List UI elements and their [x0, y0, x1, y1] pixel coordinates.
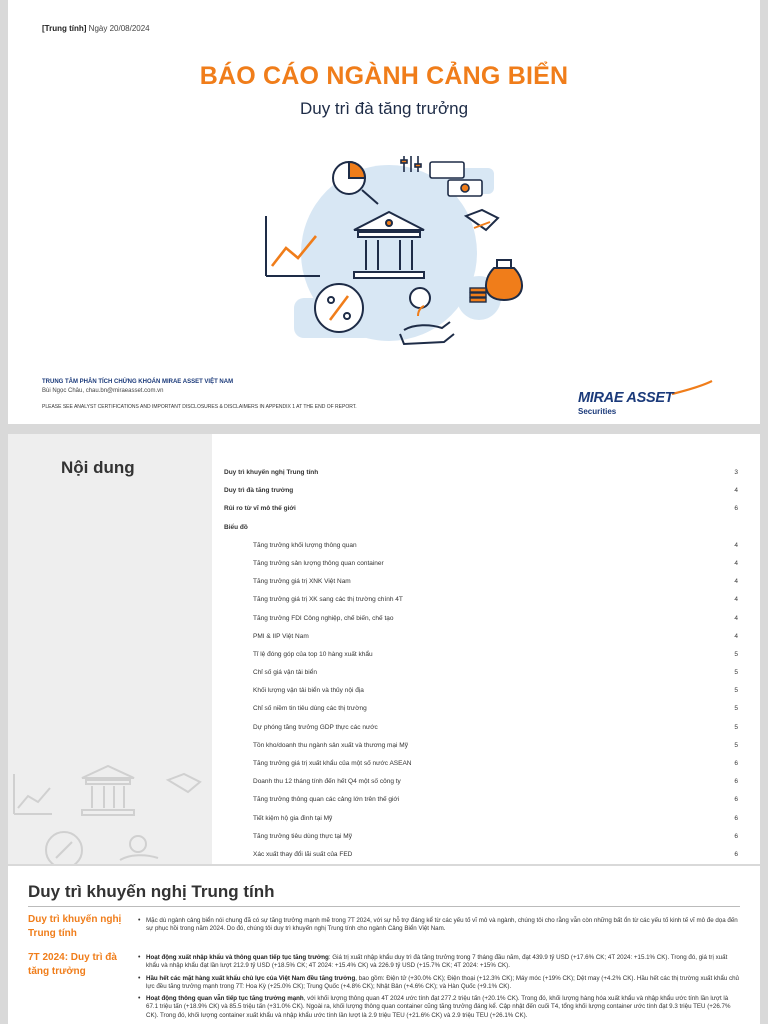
- toc-item-page: 4: [734, 487, 738, 495]
- toc-item[interactable]: [224, 793, 738, 811]
- toc-item-title: Duy trì đà tăng trưởng: [224, 487, 294, 495]
- toc-item[interactable]: [224, 557, 738, 575]
- finance-illustration: [254, 148, 524, 358]
- toc-item[interactable]: [224, 812, 738, 830]
- toc-item[interactable]: [224, 757, 738, 775]
- toc-item-title: Biểu đồ: [224, 523, 248, 531]
- toc-page: [8, 434, 760, 864]
- toc-item[interactable]: [224, 521, 738, 539]
- money-bag-icon: [486, 260, 522, 300]
- toc-item[interactable]: [224, 612, 738, 630]
- toc-item[interactable]: [224, 575, 738, 593]
- toc-item-title: Doanh thu 12 tháng tính đến hết Q4 một số công ty: [253, 778, 401, 786]
- toc-item-page: 6: [734, 778, 738, 786]
- toc-item-title: Tăng trưởng khối lượng thông quan: [253, 541, 357, 549]
- report-meta: [42, 24, 150, 33]
- bullet-recommendation: [146, 917, 740, 934]
- toc-item-title: PMI & IIP Việt Nam: [253, 632, 309, 640]
- sidebar-label-growth: 7T 2024: Duy trì đà tăng trưởng: [28, 952, 117, 977]
- rating-tag: [Trung tính]: [42, 24, 87, 33]
- toc-item-title: Tăng trưởng giá trị xuất khẩu của một số nước ASEAN: [253, 760, 412, 767]
- toc-item-page: 4: [734, 541, 738, 549]
- toc-item[interactable]: [224, 666, 738, 684]
- toc-item-page: 5: [734, 741, 738, 749]
- toc-item[interactable]: [224, 648, 738, 666]
- toc-item[interactable]: [224, 466, 738, 484]
- toc-item-page: 4: [734, 578, 738, 586]
- toc-item-title: Tăng trưởng tiêu dùng thực tại Mỹ: [253, 832, 352, 840]
- toc-item-title: Xác xuất thay đổi lãi suất của FED: [253, 850, 353, 858]
- section-divider: [28, 906, 740, 907]
- toc-item-page: 4: [734, 614, 738, 622]
- toc-item-page: 3: [734, 469, 738, 476]
- toc-item[interactable]: [224, 593, 738, 611]
- toc-item-page: 5: [734, 723, 738, 731]
- toc-item-page: 5: [734, 669, 738, 677]
- toc-item[interactable]: [224, 702, 738, 720]
- bullet-text: Mặc dù ngành cảng biển nói chung đã có sự tăng trưởng mạnh mẽ trong 7T 2024, với sự hỗ trợ đáng kể từ các yếu tố vĩ mô và ngành, chúng tôi cho rằng vẫn còn những bất ổn từ các yếu tố kinh tế vĩ mô đe dọa đến sự phục hồi trong năm 2024. Do đó, chúng tôi duy trì khuyến nghị Trung tính cho ngành Cảng Biển Việt Nam.: [146, 917, 738, 933]
- toc-item-title: Khối lượng vận tải biển và thủy nội địa: [253, 687, 364, 695]
- bullet-export-items: [146, 975, 740, 992]
- toc-item[interactable]: [224, 739, 738, 757]
- toc-list: [224, 466, 738, 864]
- bullet-trade-activity: [146, 954, 740, 971]
- research-center: TRUNG TÂM PHÂN TÍCH CHỨNG KHOÁN MIRAE ASSET VIỆT NAM: [42, 379, 234, 385]
- toc-item-page: 4: [734, 559, 738, 567]
- toc-item-title: Dự phóng tăng trưởng GDP thực các nước: [253, 723, 378, 731]
- toc-item-page: 6: [734, 760, 738, 767]
- toc-item-page: 4: [734, 596, 738, 604]
- report-title: BÁO CÁO NGÀNH CẢNG BIỂN: [199, 62, 569, 90]
- toc-item[interactable]: [224, 484, 738, 502]
- logo-swoosh-icon: [670, 380, 714, 396]
- toc-item-page: 5: [734, 650, 738, 658]
- bullet-bold-lead: Hoạt động xuất nhập khẩu và thông quan tiếp tục tăng trưởng: [146, 954, 329, 961]
- analyst-contact: Bùi Ngọc Châu, chau.bn@miraeasset.com.vn: [42, 388, 164, 394]
- report-date: Ngày 20/08/2024: [88, 24, 150, 33]
- toc-item-title: Tồn kho/doanh thu ngành sản xuất và thương mại Mỹ: [253, 741, 408, 749]
- toc-item-title: Duy trì khuyến nghị Trung tính: [224, 469, 319, 476]
- toc-item[interactable]: [224, 775, 738, 793]
- percent-icon: [315, 284, 363, 332]
- toc-item-page: 5: [734, 705, 738, 713]
- logo-brand: MIRAE ASSET: [578, 390, 674, 406]
- bullet-clearance: [146, 995, 740, 1020]
- report-subtitle: Duy trì đà tăng trưởng: [299, 99, 469, 118]
- section-heading: Duy trì khuyến nghị Trung tính: [28, 882, 275, 901]
- logo-sub: Securities: [578, 407, 617, 416]
- toc-item-title: Tiết kiệm hộ gia đình tại Mỹ: [253, 814, 333, 822]
- cover-page: [8, 0, 760, 424]
- bullet-text: : Giá trị xuất nhập khẩu duy trì đà tăng trưởng trong 7 tháng đầu năm, đạt 439.9 tỷ USD (+17.6% CK; 4T 2024: +15.1% CK). Trong đó, giá trị xuất khẩu và nhập khẩu đạt lần lượt 212.9 tỷ USD (+18.5% CK; 4T 2024: +15.4% CK) và 226.9 tỷ USD (+15.7% CK; 4T 2024: +15% CK).: [146, 954, 728, 970]
- toc-item[interactable]: [224, 721, 738, 739]
- toc-heading: Nội dung: [61, 458, 135, 477]
- toc-item[interactable]: [224, 684, 738, 702]
- toc-item-page: 6: [734, 796, 738, 804]
- toc-item[interactable]: [224, 848, 738, 864]
- bullet-bold-lead: Hoạt động thông quan vẫn tiếp tục tăng trưởng mạnh: [146, 995, 304, 1002]
- toc-item-title: Tăng trưởng sản lượng thông quan container: [253, 559, 384, 567]
- coin-stack-icon: [470, 288, 486, 302]
- toc-sidebar: [8, 434, 212, 864]
- toc-item-title: Rủi ro từ vĩ mô thế giới: [224, 505, 296, 513]
- toc-item-page: 6: [734, 850, 738, 858]
- toc-item-title: Tăng trưởng thông quan các cảng lớn trên thế giới: [253, 796, 400, 804]
- equalizer-icon: [401, 156, 421, 172]
- bullet-bold-lead: Hầu hết các mặt hàng xuất khẩu chủ lực của Việt Nam đều tăng trưởng: [146, 975, 356, 982]
- toc-item[interactable]: [224, 630, 738, 648]
- toc-item-page: 5: [734, 687, 738, 695]
- toc-item[interactable]: [224, 539, 738, 557]
- toc-item-page: 4: [734, 632, 738, 640]
- toc-item-title: Chỉ số giá vận tải biển: [253, 669, 317, 677]
- disclaimer-text: PLEASE SEE ANALYST CERTIFICATIONS AND IMPORTANT DISCLOSURES & DISCLAIMERS IN APPENDIX 1 AT THE END OF REPORT.: [42, 404, 357, 410]
- bullet-text: , với khối lượng thông quan 4T 2024 ước tính đạt 277.2 triệu tấn (+20.1% CK). Trong đó, khối lượng hàng hóa xuất khẩu và nhập khẩu ước tính lần lượt là 67.1 triệu tấn (+18.9% CK) và 85.5 triệu tấn (+31.0% CK). Ngoài ra, khối lượng thông quan container cũng tăng trưởng đáng kể. Cập nhật đến cuối T4, tổng khối lượng container ước tính đạt 9.3 triệu TEU (+26.7% CK). Trong đó, khối lượng container xuất khẩu và nhập khẩu ước tính lần lượt là 2.9 triệu TEU (+21.6% CK) và 2.9 triệu TEU (+26.1% CK).: [146, 995, 731, 1019]
- section-page: [8, 866, 760, 1024]
- bullet-text: , bao gồm: Điện tử (+30.0% CK); Điện thoại (+12.3% CK); Máy móc (+19% CK); Dệt may (+4.2% CK). Hầu hết các thị trường xuất khẩu chủ lực đều tăng trưởng mạnh trong 7T: Hoa Kỳ (+25.0% CK); Trung Quốc (+4.8% CK); Nhật Bản (+4.6% CK); và Hàn Quốc (+9.1% CK).: [146, 975, 739, 991]
- toc-item-title: Tăng trưởng giá trị XK sang các thị trường chính 4T: [253, 596, 403, 604]
- toc-item-page: 6: [734, 505, 738, 513]
- toc-item-page: 6: [734, 832, 738, 840]
- toc-item-title: Chỉ số niềm tin tiêu dùng các thị trường: [253, 705, 367, 713]
- toc-item[interactable]: [224, 830, 738, 848]
- faded-finance-illustration: [8, 764, 212, 864]
- toc-item[interactable]: [224, 502, 738, 520]
- toc-item-title: Tăng trưởng giá trị XNK Việt Nam: [253, 578, 351, 586]
- mirae-asset-logo: [576, 380, 726, 424]
- toc-item-title: Tỉ lệ đóng góp của top 10 hàng xuất khẩu: [253, 650, 373, 658]
- sidebar-label-recommendation: Duy trì khuyến nghị Trung tính: [28, 914, 122, 939]
- toc-item-title: Tăng trưởng FDI Công nghiệp, chế biến, chế tạo: [253, 614, 394, 622]
- toc-item-page: 6: [734, 814, 738, 822]
